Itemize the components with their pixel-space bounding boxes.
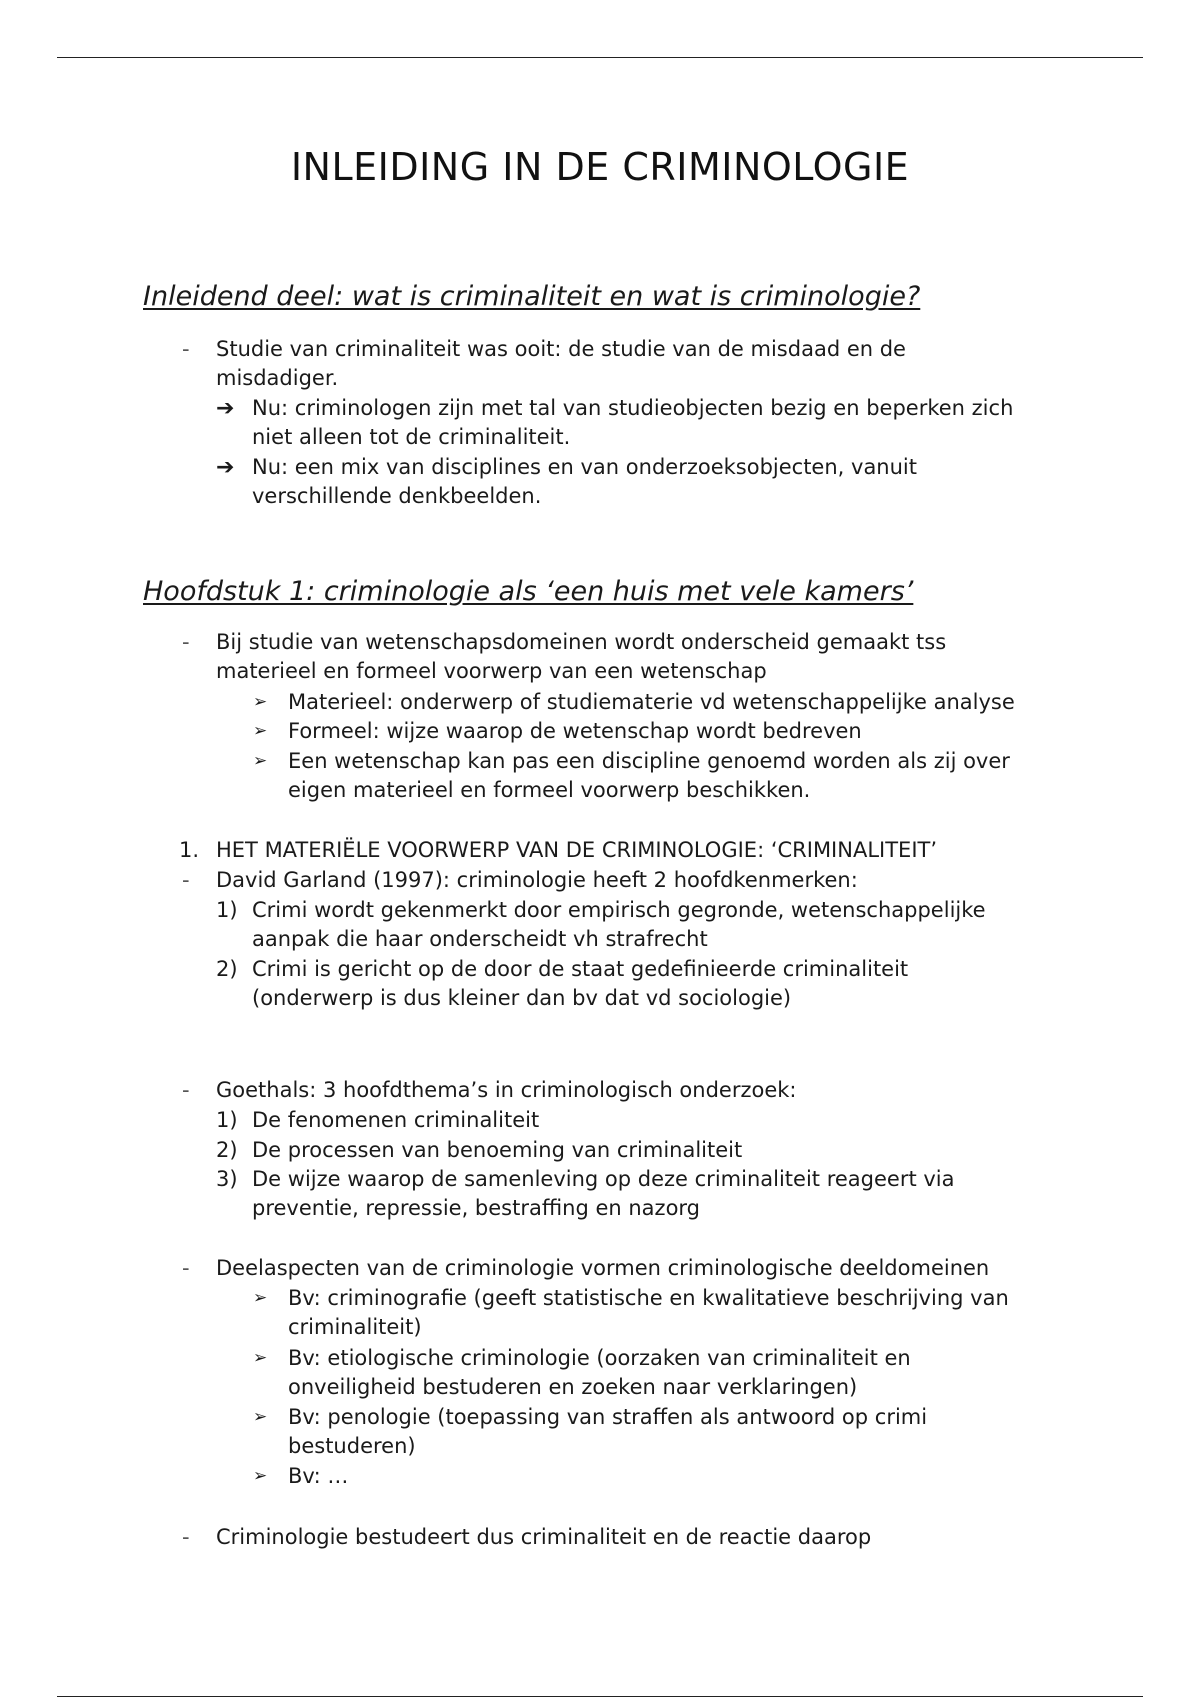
triangle-bullet-icon: ➢	[253, 721, 268, 741]
deelaspecten-item-line: Bv: etiologische criminologie (oorzaken van criminaliteit en	[288, 1346, 911, 1370]
intro-sub-line: Nu: een mix van disciplines en van onderzoeksobjecten, vanuit	[252, 455, 917, 479]
chapter1-heading: Hoofdstuk 1: criminologie als ‘een huis met vele kamers’	[143, 576, 914, 607]
deelaspecten-item-line: Bv: penologie (toepassing van straffen als antwoord op crimi	[288, 1405, 928, 1429]
intro-sub-line: niet alleen tot de criminaliteit.	[252, 425, 571, 449]
list-number: 1)	[216, 898, 238, 922]
intro-bullet-line: misdadiger.	[216, 366, 339, 390]
bullet-marker: -	[182, 630, 190, 654]
deelaspecten-item-line: Bv: criminografie (geeft statistische en kwalitatieve beschrijving van	[288, 1286, 1009, 1310]
goethals-item-line: preventie, repressie, bestraffing en nazorg	[252, 1196, 701, 1220]
triangle-bullet-icon: ➢	[253, 751, 268, 771]
section-number: 1.	[179, 838, 200, 862]
intro-sub-line: verschillende denkbeelden.	[252, 484, 542, 508]
deelaspecten-item-line: Bv: …	[288, 1464, 349, 1488]
garland-item-line: (onderwerp is dus kleiner dan bv dat vd sociologie)	[252, 986, 792, 1010]
list-number: 2)	[216, 1138, 238, 1162]
bottom-rule	[57, 1696, 1143, 1697]
arrow-icon: ➔	[216, 396, 235, 421]
chapter1-sub-line: Materieel: onderwerp of studiematerie vd wetenschappelijke analyse	[288, 690, 1015, 714]
triangle-bullet-icon: ➢	[253, 1348, 268, 1368]
garland-item-line: Crimi is gericht op de door de staat gedefinieerde criminaliteit	[252, 957, 909, 981]
garland-item-line: aanpak die haar onderscheidt vh strafrecht	[252, 927, 708, 951]
conclusion-line: Criminologie bestudeert dus criminaliteit en de reactie daarop	[216, 1525, 872, 1549]
bullet-marker: -	[182, 337, 190, 361]
garland-item-line: Crimi wordt gekenmerkt door empirisch gegronde, wetenschappelijke	[252, 898, 986, 922]
top-rule	[57, 57, 1143, 58]
goethals-item-line: De fenomenen criminaliteit	[252, 1108, 540, 1132]
chapter1-bullet-line: materieel en formeel voorwerp van een wetenschap	[216, 659, 767, 683]
triangle-bullet-icon: ➢	[253, 1466, 268, 1486]
garland-line: David Garland (1997): criminologie heeft 2 hoofdkenmerken:	[216, 868, 858, 892]
chapter1-sub-line: Formeel: wijze waarop de wetenschap wordt bedreven	[288, 719, 862, 743]
triangle-bullet-icon: ➢	[253, 1288, 268, 1308]
deelaspecten-item-line: criminaliteit)	[288, 1315, 422, 1339]
list-number: 1)	[216, 1108, 238, 1132]
goethals-item-line: De wijze waarop de samenleving op deze criminaliteit reageert via	[252, 1167, 955, 1191]
goethals-item-line: De processen van benoeming van criminaliteit	[252, 1138, 743, 1162]
list-number: 2)	[216, 957, 238, 981]
intro-bullet-line: Studie van criminaliteit was ooit: de studie van de misdaad en de	[216, 337, 906, 361]
bullet-marker: -	[182, 1256, 190, 1280]
bullet-marker: -	[182, 1525, 190, 1549]
intro-sub-line: Nu: criminologen zijn met tal van studieobjecten bezig en beperken zich	[252, 396, 1014, 420]
intro-heading: Inleidend deel: wat is criminaliteit en wat is criminologie?	[143, 281, 921, 312]
chapter1-bullet-line: Bij studie van wetenschapsdomeinen wordt onderscheid gemaakt tss	[216, 630, 947, 654]
deelaspecten-item-line: onveiligheid bestuderen en zoeken naar verklaringen)	[288, 1375, 858, 1399]
deelaspecten-item-line: bestuderen)	[288, 1434, 416, 1458]
list-number: 3)	[216, 1167, 238, 1191]
section-title: HET MATERIËLE VOORWERP VAN DE CRIMINOLOGIE: ‘CRIMINALITEIT’	[216, 838, 938, 862]
goethals-line: Goethals: 3 hoofdthema’s in criminologisch onderzoek:	[216, 1078, 797, 1102]
triangle-bullet-icon: ➢	[253, 692, 268, 712]
deelaspecten-line: Deelaspecten van de criminologie vormen criminologische deeldomeinen	[216, 1256, 990, 1280]
arrow-icon: ➔	[216, 455, 235, 480]
page-title: INLEIDING IN DE CRIMINOLOGIE	[290, 145, 910, 189]
bullet-marker: -	[182, 868, 190, 892]
chapter1-sub-line: Een wetenschap kan pas een discipline genoemd worden als zij over	[288, 749, 1010, 773]
triangle-bullet-icon: ➢	[253, 1407, 268, 1427]
chapter1-sub-line: eigen materieel en formeel voorwerp beschikken.	[288, 778, 811, 802]
bullet-marker: -	[182, 1078, 190, 1102]
